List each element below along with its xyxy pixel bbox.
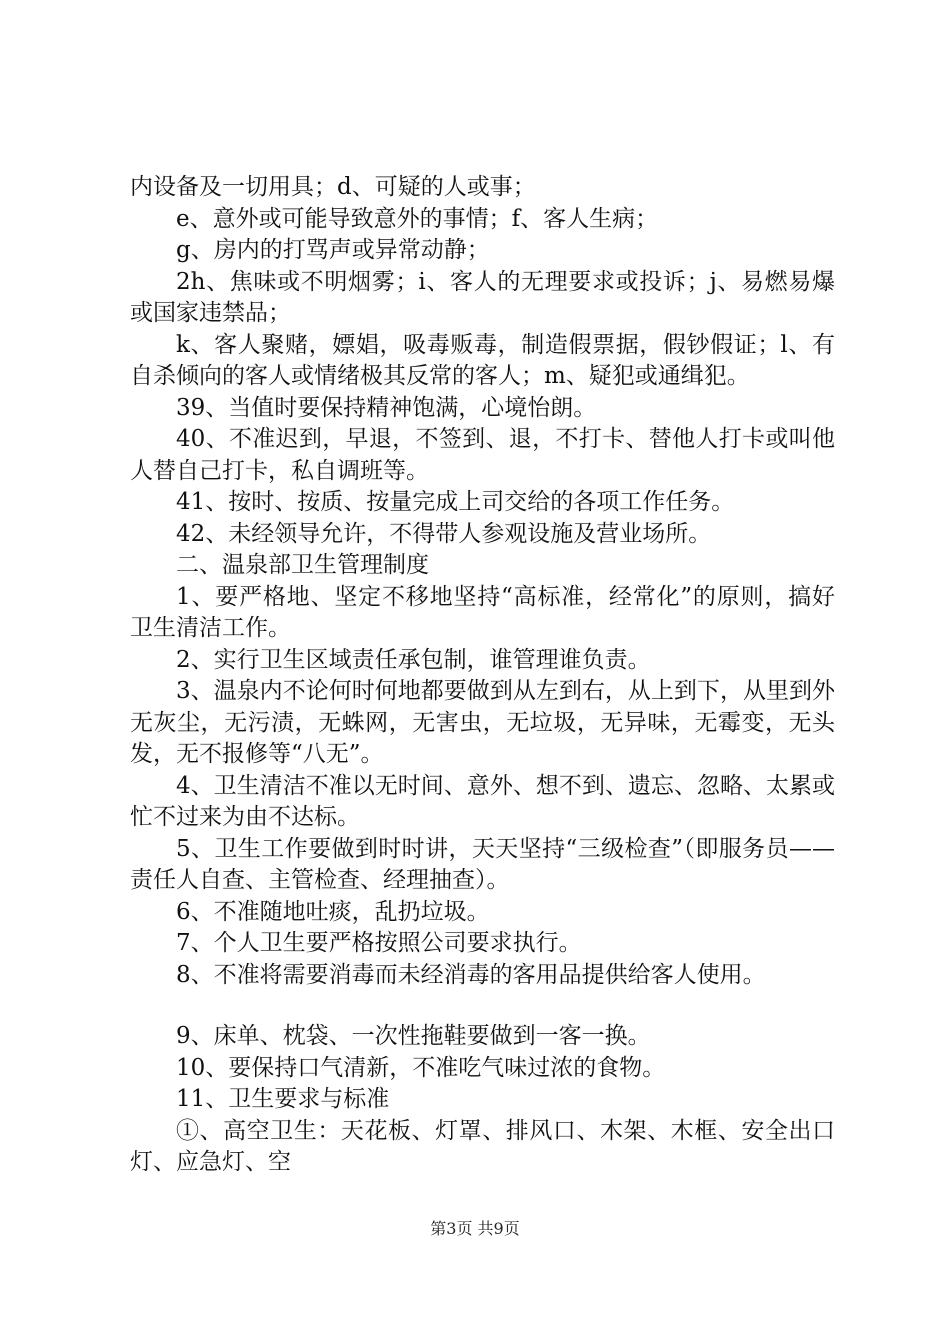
paragraph: g、房内的打骂声或异常动静； xyxy=(176,237,490,263)
paragraph: 2、实行卫生区域责任承包制，谁管理谁负责。 xyxy=(176,646,651,673)
paragraph: 5、卫生工作要做到时时讲，天天坚持“三级检查”（即服务员——责任人自查、主管检查、经理抽查）。 xyxy=(130,835,835,893)
paragraph-gap xyxy=(130,991,835,1021)
paragraph: 39、当值时要保持精神饱满，心境怡朗。 xyxy=(176,394,597,421)
paragraph: 9、床单、枕袋、一次性拖鞋要做到一客一换。 xyxy=(176,1023,651,1049)
paragraph: 1、要严格地、坚定不移地坚持“高标准，经常化”的原则，搞好卫生清洁工作。 xyxy=(130,583,835,641)
paragraph: 7、个人卫生要严格按照公司要求执行。 xyxy=(176,930,582,956)
paragraph: 8、不准将需要消毒而未经消毒的客用品提供给客人使用。 xyxy=(176,961,766,988)
paragraph: ①、高空卫生：天花板、灯罩、排风口、木架、木框、安全出口灯、应急灯、空 xyxy=(130,1117,835,1175)
paragraph: 3、温泉内不论何时何地都要做到从左到右，从上到下，从里到外无灰尘，无污渍，无蛛网，无害虫，无垃圾，无异味，无霉变，无头发，无不报修等“八无”。 xyxy=(130,678,835,767)
paragraph: 42、未经领导允许，不得带人参观设施及营业场所。 xyxy=(176,520,712,547)
paragraph: 41、按时、按质、按量完成上司交给的各项工作任务。 xyxy=(176,489,735,515)
paragraph: e、意外或可能导致意外的事情；f、客人生病； xyxy=(176,205,659,232)
paragraph: 40、不准迟到，早退，不签到、退，不打卡、替他人打卡或叫他人替自己打卡，私自调班等。 xyxy=(130,426,835,484)
paragraph-block xyxy=(130,1021,835,1179)
paragraph: 11、卫生要求与标准 xyxy=(176,1086,390,1112)
paragraph-block xyxy=(130,172,835,991)
paragraph: 内设备及一切用具；d、可疑的人或事； xyxy=(130,174,536,200)
paragraph: 2h、焦味或不明烟雾；i、客人的无理要求或投诉；j、易燃易爆或国家违禁品； xyxy=(130,268,835,326)
paragraph: 4、卫生清洁不准以无时间、意外、想不到、遗忘、忽略、太累或忙不过来为由不达标。 xyxy=(130,772,835,830)
paragraph: k、客人聚赌，嫖娼，吸毒贩毒，制造假票据，假钞假证；l、有自杀倾向的客人或情绪极其反常的客人；m、疑犯或通缉犯。 xyxy=(130,331,835,389)
paragraph: 二、温泉部卫生管理制度 xyxy=(176,552,429,578)
page-footer: 第3页 共9页 xyxy=(430,1219,520,1238)
paragraph: 10、要保持口气清新，不准吃气味过浓的食物。 xyxy=(176,1054,666,1081)
paragraph: 6、不准随地吐痰，乱扔垃圾。 xyxy=(176,898,490,925)
document-body xyxy=(130,172,835,1179)
